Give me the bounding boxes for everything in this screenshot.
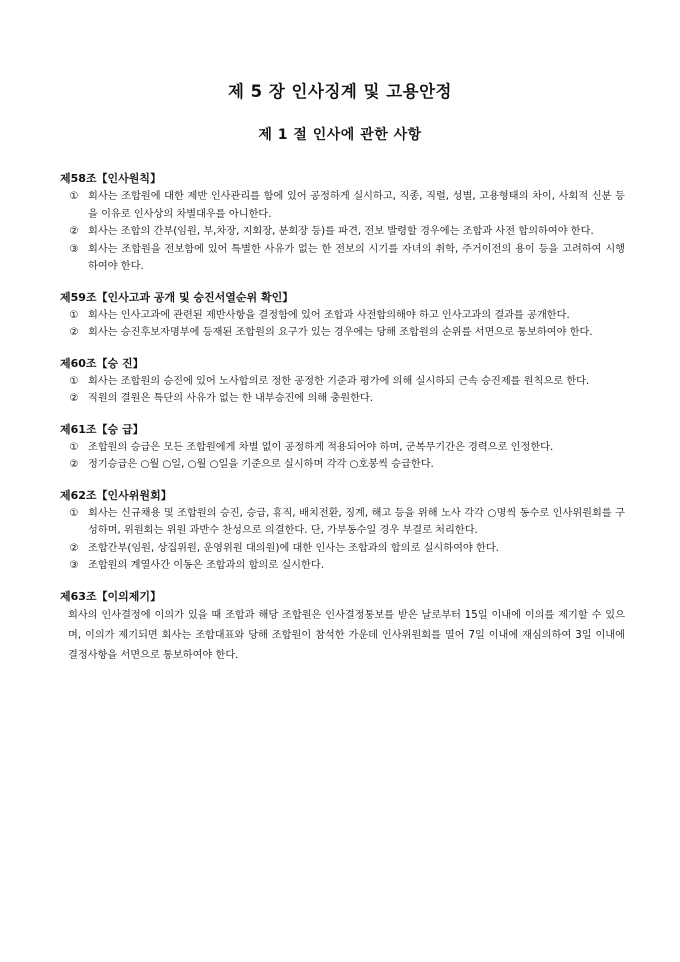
clause-number: ① [69, 507, 79, 519]
article-heading: 제62조【인사위원회】 [60, 488, 172, 502]
clause [60, 557, 625, 575]
section-title: 제 1 절 인사에 관한 사항 [258, 127, 422, 143]
clause [60, 223, 625, 241]
clause-number: ② [69, 327, 79, 338]
articles-list [60, 172, 625, 681]
clause-text: 회사는 신규채용 및 조합원의 승진, 승급, 휴직, 배치전환, 징계, 해고 등을 위해 노사 각각 ○명씩 동수로 인사위원회를 구성하며, 위원회는 위원 과반수 찬성으로 의결한다. 단, 가부동수일 경우 부결로 처리한다. [88, 507, 625, 536]
clause-number: ① [69, 441, 79, 453]
clause-text: 회사는 조합원에 대한 제반 인사관리를 함에 있어 공정하게 실시하고, 직종, 직렬, 성별, 고용형태의 차이, 사회적 신분 등을 이유로 인사상의 차별대우를 아니한다. [88, 191, 625, 220]
clause-text: 조합원의 계열사간 이동은 조합과의 합의로 실시한다. [88, 560, 324, 571]
clause [60, 505, 625, 540]
article-heading: 제60조【승 진】 [60, 356, 144, 370]
clause-text: 회사는 조합원을 전보함에 있어 특별한 사유가 없는 한 전보의 시기를 자녀의 취학, 주거이전의 용이 등을 고려하여 시행하여야 한다. [88, 243, 625, 272]
clause [60, 373, 625, 391]
article-paragraph: 회사의 인사결정에 이의가 있을 때 조합과 해당 조합원은 인사결정통보를 받은 날로부터 15일 이내에 이의를 제기할 수 있으며, 이의가 제기되면 회사는 조합대표와 당해 조합원이 참석한 가운데 인사위원회를 열어 7일 이내에 재심의하여 3일 이내에 결정사항을 서면으로 통보하여야 한다. [68, 609, 625, 661]
chapter-title: 제 5 장 인사징계 및 고용안정 [227, 82, 453, 101]
article-60 [60, 357, 625, 408]
article-63 [60, 590, 625, 666]
clause-number: ① [69, 375, 79, 387]
clause-text: 조합원의 승급은 모든 조합원에게 차별 없이 공정하게 적용되어야 하며, 군복무기간은 경력으로 인정한다. [88, 441, 554, 453]
clause [60, 390, 625, 408]
clause-text: 회사는 인사고과에 관련된 제반사항을 결정함에 있어 조합과 사전합의해야 하고 인사고과의 결과를 공개한다. [88, 309, 570, 321]
article-61 [60, 423, 625, 474]
clause-number: ② [69, 226, 79, 237]
clause-number: ① [69, 309, 79, 321]
clause [60, 456, 625, 474]
article-59 [60, 291, 625, 342]
clause-number: ③ [69, 560, 79, 571]
clause-text: 직원의 결원은 특단의 사유가 없는 한 내부승진에 의해 충원한다. [88, 393, 374, 404]
clause [60, 439, 625, 457]
clause [60, 324, 625, 342]
clause-number: ② [69, 542, 79, 554]
article-58 [60, 172, 625, 276]
clause-number: ① [69, 191, 79, 202]
article-heading: 제59조【인사고과 공개 및 승진서열순위 확인】 [60, 290, 294, 304]
clause [60, 307, 625, 325]
article-62 [60, 489, 625, 575]
clause-text: 조합간부(임원, 상집위원, 운영위원 대의원)에 대한 인사는 조합과의 합의로 실시하여야 한다. [88, 542, 499, 554]
article-heading: 제61조【승 급】 [60, 422, 144, 436]
clause [60, 188, 625, 223]
clause [60, 241, 625, 276]
clause-number: ③ [69, 243, 79, 255]
clause-number: ② [69, 393, 79, 404]
clause-text: 회사는 조합의 간부(임원, 부,차장, 지회장, 분회장 등)를 파견, 전보 발령할 경우에는 조합과 사전 합의하여야 한다. [88, 226, 594, 237]
clause-text: 회사는 승진후보자명부에 등재된 조합원의 요구가 있는 경우에는 당해 조합원의 순위를 서면으로 통보하여야 한다. [88, 327, 593, 338]
clause [60, 540, 625, 558]
clause-number: ② [69, 459, 79, 470]
clause-text: 정기승급은 ○월 ○일, ○월 ○일을 기준으로 실시하며 각각 ○호봉씩 승급한다. [88, 459, 434, 470]
article-heading: 제63조【이의제기】 [60, 589, 162, 603]
clause-text: 회사는 조합원의 승진에 있어 노사합의로 정한 공정한 기준과 평가에 의해 실시하되 근속 승진제를 원칙으로 한다. [88, 375, 590, 387]
article-heading: 제58조【인사원칙】 [60, 172, 162, 185]
